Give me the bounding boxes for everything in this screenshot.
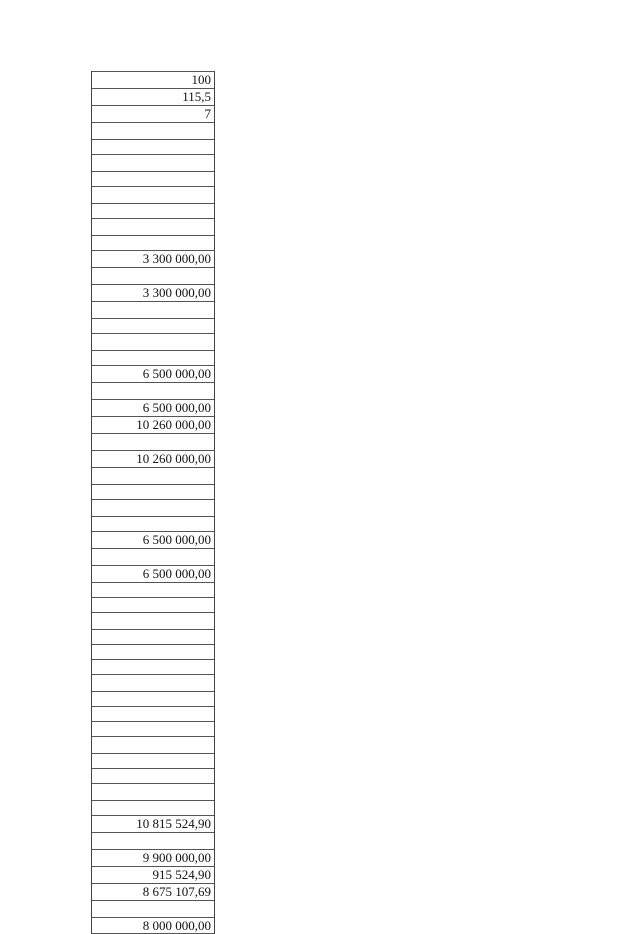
table-cell: [92, 433, 214, 450]
table-cell: 10 260 000,00: [92, 416, 214, 433]
table-cell: [92, 706, 214, 721]
table-cell: [92, 783, 214, 800]
table-cell: 6 500 000,00: [92, 531, 214, 548]
table-cell: 8 000 000,00: [92, 917, 214, 934]
table-cell: [92, 548, 214, 565]
table-cell: [92, 612, 214, 629]
table-cell: [92, 467, 214, 484]
table-cell: 115,5: [92, 88, 214, 105]
table-cell: [92, 484, 214, 499]
table-cell: [92, 582, 214, 597]
value-column: [91, 71, 215, 934]
table-cell: [92, 516, 214, 531]
table-cell: [92, 267, 214, 284]
table-cell: [92, 800, 214, 815]
table-cell: [92, 499, 214, 516]
table-cell: [92, 203, 214, 218]
table-cell: [92, 753, 214, 768]
table-cell: 3 300 000,00: [92, 250, 214, 267]
table-cell: [92, 768, 214, 783]
table-cell: [92, 301, 214, 318]
table-cell: [92, 186, 214, 203]
table-cell: 6 500 000,00: [92, 399, 214, 416]
table-cell: [92, 350, 214, 365]
table-cell: 9 900 000,00: [92, 849, 214, 866]
table-cell: [92, 333, 214, 350]
table-cell: 8 675 107,69: [92, 883, 214, 900]
table-cell: [92, 721, 214, 736]
table-cell: 6 500 000,00: [92, 365, 214, 382]
table-cell: 100: [92, 71, 214, 88]
table-cell: [92, 691, 214, 706]
table-cell: [92, 674, 214, 691]
table-cell: [92, 736, 214, 753]
table-cell: [92, 629, 214, 644]
table-cell: 10 260 000,00: [92, 450, 214, 467]
table-cell: [92, 382, 214, 399]
table-cell: [92, 235, 214, 250]
table-cell: [92, 644, 214, 659]
table-cell: [92, 900, 214, 917]
table-cell: [92, 122, 214, 139]
table-cell: [92, 218, 214, 235]
table-cell: 10 815 524,90: [92, 815, 214, 832]
table-cell: [92, 832, 214, 849]
table-cell: [92, 659, 214, 674]
table-cell: [92, 171, 214, 186]
table-cell: [92, 154, 214, 171]
table-cell: [92, 318, 214, 333]
table-cell: 3 300 000,00: [92, 284, 214, 301]
table-cell: [92, 597, 214, 612]
table-cell: 915 524,90: [92, 866, 214, 883]
table-cell: [92, 139, 214, 154]
table-cell: 6 500 000,00: [92, 565, 214, 582]
table-cell: 7: [92, 105, 214, 122]
